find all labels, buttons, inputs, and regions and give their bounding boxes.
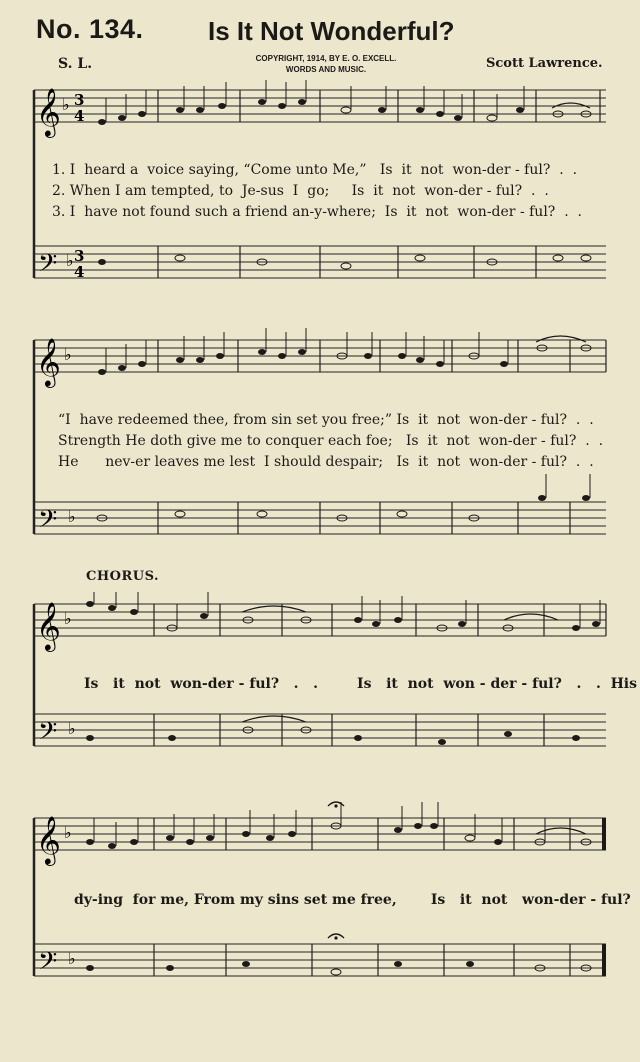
key-flat-icon: ♭ [64,823,72,842]
bass-clef-icon: 𝄢 [38,505,58,540]
chorus-label: CHORUS. [86,569,160,584]
stems-4 [94,802,545,846]
tie-3a [242,606,306,612]
key-flat-icon: ♭ [64,345,72,364]
verse-2-line-a: 2. When I am tempted, to Je-sus I go; Is it not won-der - ful? . . [52,183,549,199]
key-flat-bass-icon: ♭ [68,507,76,526]
verse-1-line-a: 1. I heard a voice saying, “Come unto Me,” Is it not won-der - ful? . . [52,162,578,178]
bass-staff-4 [34,944,606,976]
bass-clef-icon: 𝄢 [38,249,58,284]
time-sig-upper: 3 [74,91,85,109]
treble-clef-icon: 𝄞 [36,87,61,136]
key-flat-bass-icon: ♭ [68,719,76,738]
treble-clef-icon: 𝄞 [36,815,61,864]
hymn-number: No. 134. [36,14,144,44]
key-flat-icon: ♭ [64,609,72,628]
key-flat-bass-icon: ♭ [66,251,74,270]
chorus-line-1: Is it not won-der - ful? . . Is it not won - der - ful? . . His [84,676,637,692]
verse-3-line-a: 3. I have not found such a friend an-y-where; Is it not won-der - ful? . . [52,204,583,220]
barlines-3 [154,604,544,746]
verse-3-line-b: He nev-er leaves me lest I should despair; Is it not won-der - ful? . . [58,454,594,470]
bass-clef-icon: 𝄢 [38,717,58,752]
treble-staff-3 [34,604,606,636]
treble-clef-icon: 𝄞 [36,601,61,650]
hymn-title: Is It Not Wonderful? [208,16,455,46]
composer: Scott Lawrence. [486,56,603,71]
tie-2 [536,336,586,342]
key-flat-icon: ♭ [62,95,70,114]
lyricist: S. L. [58,56,93,72]
time-sig-lower-bass: 4 [74,263,85,281]
notes-3 [86,601,600,745]
chorus-line-2: dy-ing for me, From my sins set me free, Is it not won-der - ful? [74,892,631,908]
copyright-notice [226,53,426,75]
key-flat-bass-icon: ♭ [68,949,76,968]
treble-staff-4 [34,818,606,850]
rights-line: WORDS AND MUSIC. [285,65,367,74]
copyright-line: COPYRIGHT, 1914, BY E. O. EXCELL. [255,54,397,63]
time-sig-lower: 4 [74,107,85,125]
bass-clef-icon: 𝄢 [38,947,58,982]
tie-3b [504,614,558,620]
stems-3 [94,592,600,628]
treble-clef-icon: 𝄞 [36,337,61,386]
verse-1-line-b: “I have redeemed thee, from sin set you free;” Is it not won-der - ful? . . [58,412,594,428]
bass-staff-3 [34,714,606,746]
stems-1 [106,80,524,122]
tie-3c [242,716,306,722]
time-sig-upper-bass: 3 [74,247,85,265]
verse-2-line-b: Strength He doth give me to conquer each foe; Is it not won-der - ful? . . [58,433,604,449]
tie-4 [536,828,586,834]
